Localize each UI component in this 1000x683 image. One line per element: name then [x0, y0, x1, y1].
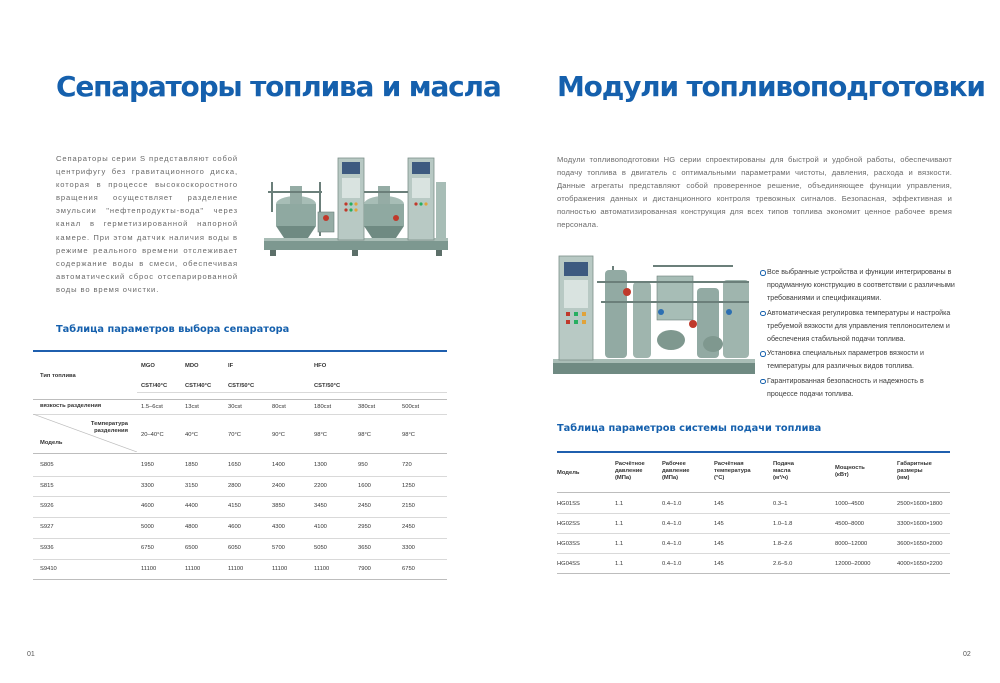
module-value-cell: 145 — [714, 501, 724, 507]
feature-item: Автоматическая регулировка температуры и настройка требуемой вязкости для управления теплоносителем и обеспечения стабильной подачи топлива. — [760, 307, 955, 347]
module-value-cell: 2.6–5.0 — [773, 561, 793, 567]
separator-capacity-cell: 6500 — [185, 544, 198, 551]
separators-description: Сепараторы серии S представляют собой центрифугу без гравитационного диска, которая в процессе высокоскоростного вращения осуществляет разделение эмульсии "нефтепродукты-вода" через канал в герметизированной напорной камере. При этом датчик наличия воды в режиме реального времени отслеживает содержание воды в смеси, обеспечивая автоматический сброс отсепарированной воды во время очистки. — [56, 154, 238, 294]
feature-item: Все выбранные устройства и функции интегрированы в продуманную конструкцию в соответствии с различными требованиями и спецификациями. — [760, 266, 955, 306]
module-value-cell: 0.4–1.0 — [662, 541, 682, 547]
separator-capacity-cell: 4600 — [228, 524, 241, 531]
module-model-cell: HG01SS — [557, 501, 580, 507]
viscosity-7: 500cst — [402, 404, 420, 410]
separator-capacity-cell: 3150 — [185, 482, 198, 489]
module-table-header-cell: Мощность (кВт) — [835, 465, 865, 478]
fuel-type-label: Тип топлива — [40, 373, 76, 379]
separator-capacity-cell: 4100 — [314, 524, 327, 531]
module-table-header-cell: Модель — [557, 470, 580, 476]
separator-capacity-cell: 1650 — [228, 462, 241, 468]
separator-model-cell: S936 — [40, 544, 54, 551]
module-value-cell: 2500×1600×1800 — [897, 501, 943, 507]
separator-capacity-cell: 5000 — [141, 524, 154, 531]
separator-capacity-cell: 2450 — [358, 503, 371, 510]
module-value-cell: 8000–12000 — [835, 541, 868, 547]
temp-1: 20–40°C — [141, 432, 164, 438]
right-page-title: Модули топливоподготовки — [557, 70, 985, 103]
separator-capacity-cell: 3300 — [402, 544, 415, 551]
separator-table-title: Таблица параметров выбора сепаратора — [56, 324, 290, 335]
module-value-cell: 0.4–1.0 — [662, 501, 682, 507]
separator-capacity-cell: 1600 — [358, 482, 371, 489]
module-value-cell: 1.1 — [615, 541, 624, 547]
separator-capacity-cell: 3850 — [272, 503, 285, 510]
separator-capacity-cell: 4300 — [272, 524, 285, 531]
module-model-cell: HG04SS — [557, 561, 580, 567]
viscosity-4: 80cst — [272, 404, 286, 410]
module-table-header-cell: Расчётная температура (°C) — [714, 461, 751, 481]
separator-capacity-cell: 3650 — [358, 544, 371, 551]
separator-capacity-cell: 4800 — [185, 524, 198, 531]
model-label: Модель — [40, 440, 63, 446]
fuel-temp-2: CST/40°C — [185, 383, 212, 389]
temp-6: 98°C — [358, 432, 371, 438]
module-value-cell: 4500–8000 — [835, 521, 865, 527]
separator-capacity-cell: 6750 — [402, 565, 415, 572]
separator-capacity-cell: 1850 — [185, 462, 198, 468]
page-number-left: 01 — [27, 651, 35, 658]
modules-description: Модули топливоподготовки HG серии спроектированы для быстрой и удобной работы, обеспечивают подачу топлива в двигатель с оптимальными параметрами чистоты, давления, расхода и вязкости. Данные агрегаты представляют собой проверенное решение, объединяющее функции управления, отображения данных и дистанционного контроля тревожных сигналов. Безопасная, эффективная и полностью автоматизированная конструкция для всех типов топлива экономит ценное рабочее время персонала. — [557, 155, 952, 230]
feature-item: Установка специальных параметров вязкости и температуры для различных видов топлива. — [760, 347, 955, 373]
row-divider — [557, 513, 950, 514]
module-value-cell: 3600×1650×2000 — [897, 541, 943, 547]
module-value-cell: 1.8–2.6 — [773, 541, 793, 547]
viscosity-label: вязкость разделения — [40, 403, 102, 409]
separator-capacity-cell: 2200 — [314, 482, 327, 489]
module-value-cell: 3300×1600×1900 — [897, 521, 943, 527]
module-value-cell: 4000×1650×2200 — [897, 561, 943, 567]
module-value-cell: 1.1 — [615, 561, 624, 567]
viscosity-5: 180cst — [314, 404, 332, 410]
separator-capacity-cell: 11100 — [185, 565, 201, 572]
fuel-group-hfo: HFO — [314, 363, 327, 369]
temp-5: 98°C — [314, 432, 327, 438]
module-value-cell: 0.3–1 — [773, 501, 788, 507]
module-table-header-cell: Подача масла (м³/ч) — [773, 461, 794, 481]
fuel-group-mdo: MDO — [185, 363, 199, 369]
separator-model-cell: S9410 — [40, 565, 57, 572]
separator-capacity-cell: 1400 — [272, 462, 285, 468]
viscosity-1: 1.5–6cst — [141, 404, 163, 410]
row-divider — [557, 553, 950, 554]
separator-capacity-cell: 11100 — [272, 565, 288, 572]
module-model-cell: HG03SS — [557, 541, 580, 547]
separator-capacity-cell: 4600 — [141, 503, 154, 510]
page-number-right: 02 — [963, 651, 971, 658]
separator-capacity-cell: 720 — [402, 462, 412, 468]
fuel-temp-4: CST/50°C — [314, 383, 341, 389]
temp-3: 70°C — [228, 432, 241, 438]
separator-capacity-cell: 2150 — [402, 503, 415, 510]
separator-model-cell: S815 — [40, 482, 54, 489]
separator-capacity-cell: 950 — [358, 462, 368, 468]
fuel-temp-3: CST/50°C — [228, 383, 255, 389]
separator-capacity-cell: 4150 — [228, 503, 241, 510]
temp-label: Температура разделения — [90, 421, 128, 434]
fuel-group-if: IF — [228, 363, 234, 369]
header-divider — [557, 492, 950, 493]
module-table-header-cell: Габаритные размеры (мм) — [897, 461, 932, 481]
separator-capacity-cell: 1250 — [402, 482, 415, 489]
separator-model-cell: S926 — [40, 503, 54, 510]
separator-capacity-cell: 1950 — [141, 462, 154, 468]
separator-capacity-cell: 11100 — [314, 565, 330, 572]
separator-capacity-cell: 1300 — [314, 462, 327, 468]
fuel-group-mgo: MGO — [141, 363, 155, 369]
module-table-header-cell: Рабочее давление (МПа) — [662, 461, 690, 481]
viscosity-3: 30cst — [228, 404, 242, 410]
temp-7: 98°C — [402, 432, 415, 438]
temp-2: 40°C — [185, 432, 198, 438]
separator-capacity-cell: 5050 — [314, 544, 327, 551]
left-page-title: Сепараторы топлива и масла — [56, 70, 501, 103]
separator-capacity-cell: 6750 — [141, 544, 154, 551]
module-value-cell: 1000–4500 — [835, 501, 865, 507]
module-value-cell: 12000–20000 — [835, 561, 871, 567]
separator-capacity-cell: 7900 — [358, 565, 371, 572]
separator-capacity-cell: 6050 — [228, 544, 241, 551]
feature-item: Гарантированная безопасность и надежность в процессе подачи топлива. — [760, 375, 955, 401]
module-value-cell: 145 — [714, 561, 724, 567]
separator-capacity-cell: 2800 — [228, 482, 241, 489]
module-table-header-cell: Расчётное давление (МПа) — [615, 461, 645, 481]
module-model-cell: HG02SS — [557, 521, 580, 527]
module-table-title: Таблица параметров системы подачи топлива — [557, 423, 822, 434]
viscosity-6: 380cst — [358, 404, 376, 410]
row-divider — [557, 533, 950, 534]
module-value-cell: 0.4–1.0 — [662, 561, 682, 567]
module-value-cell: 145 — [714, 521, 724, 527]
module-value-cell: 145 — [714, 541, 724, 547]
separator-capacity-cell: 3300 — [141, 482, 154, 489]
module-value-cell: 1.1 — [615, 501, 624, 507]
separator-capacity-cell: 3450 — [314, 503, 327, 510]
separator-model-cell: S927 — [40, 524, 54, 531]
separator-capacity-cell: 2400 — [272, 482, 285, 489]
module-value-cell: 1.1 — [615, 521, 624, 527]
temp-4: 90°C — [272, 432, 285, 438]
module-value-cell: 0.4–1.0 — [662, 521, 682, 527]
separator-capacity-cell: 2450 — [402, 524, 415, 531]
separator-capacity-cell: 5700 — [272, 544, 285, 551]
separator-model-cell: S805 — [40, 462, 54, 468]
fuel-temp-1: CST/40°C — [141, 383, 168, 389]
separator-capacity-cell: 2950 — [358, 524, 371, 531]
separator-capacity-cell: 11100 — [141, 565, 157, 572]
row-divider — [557, 573, 950, 574]
module-value-cell: 1.0–1.8 — [773, 521, 793, 527]
viscosity-2: 13cst — [185, 404, 199, 410]
separator-capacity-cell: 4400 — [185, 503, 198, 510]
separator-capacity-cell: 11100 — [228, 565, 244, 572]
